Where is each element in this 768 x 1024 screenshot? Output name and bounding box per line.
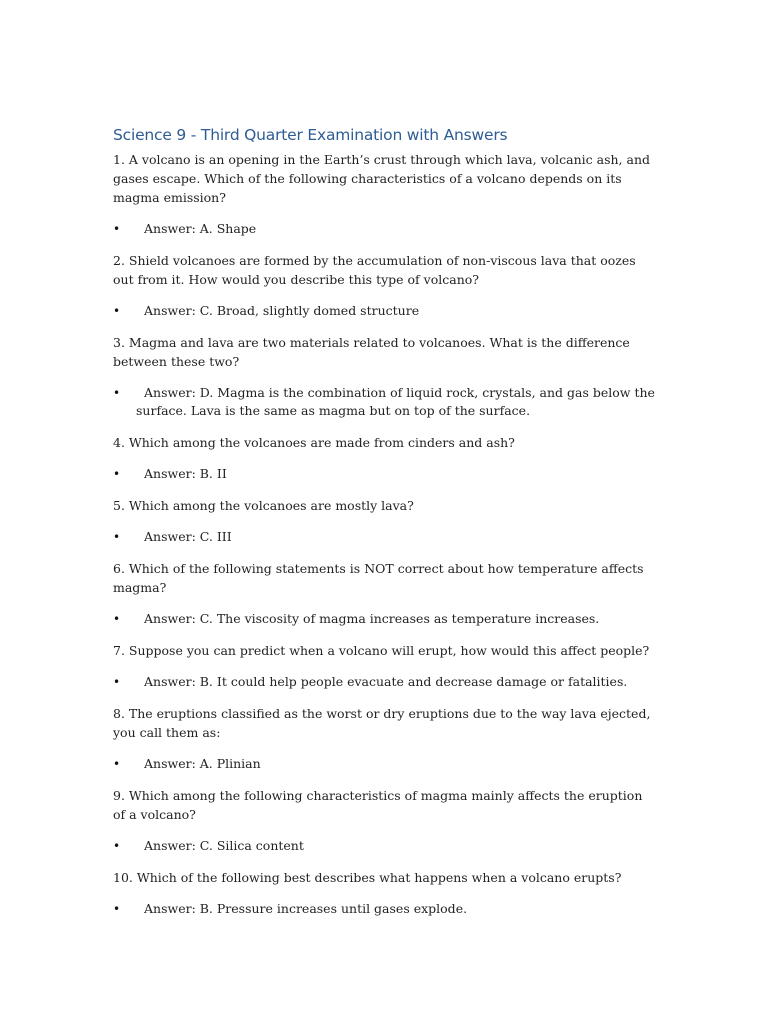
question-8: 8. The eruptions classified as the worst or dry eruptions due to the way lava ejected, you call them as: xyxy=(113,706,651,740)
bullet-icon: • xyxy=(113,675,121,689)
question-10: 10. Which of the following best describes what happens when a volcano erupts? xyxy=(113,870,622,885)
question-7: 7. Suppose you can predict when a volcano will erupt, how would this affect people? xyxy=(113,643,650,658)
question-3: 3. Magma and lava are two materials related to volcanoes. What is the difference between these two? xyxy=(113,335,630,369)
bullet-icon: • xyxy=(113,304,121,318)
answer-text: Answer: C. The viscosity of magma increases as temperature increases. xyxy=(144,611,600,626)
answer-4 xyxy=(113,465,658,483)
answer-6 xyxy=(113,610,658,628)
document-body xyxy=(113,124,658,931)
answer-text: Answer: C. Silica content xyxy=(144,838,304,853)
document-title: Science 9 - Third Quarter Examination with Answers xyxy=(113,126,508,144)
answer-2 xyxy=(113,302,658,320)
bullet-icon: • xyxy=(113,757,121,771)
question-5: 5. Which among the volcanoes are mostly lava? xyxy=(113,498,414,513)
answer-text: Answer: C. Broad, slightly domed structure xyxy=(144,303,420,318)
answer-10 xyxy=(113,900,658,918)
answer-text: Answer: B. Pressure increases until gases explode. xyxy=(144,901,468,916)
bullet-icon: • xyxy=(113,612,121,626)
question-1: 1. A volcano is an opening in the Earth’s crust through which lava, volcanic ash, and gases escape. Which of the following characteristics of a volcano depends on its magma emission? xyxy=(113,152,651,205)
bullet-icon: • xyxy=(113,222,121,236)
answer-text: Answer: B. It could help people evacuate and decrease damage or fatalities. xyxy=(144,674,628,689)
answer-text: Answer: A. Shape xyxy=(144,221,257,236)
answer-7 xyxy=(113,673,658,691)
answer-3 xyxy=(113,384,658,420)
question-6: 6. Which of the following statements is NOT correct about how temperature affects magma? xyxy=(113,561,644,595)
answer-1 xyxy=(113,220,658,238)
question-9: 9. Which among the following characteristics of magma mainly affects the eruption of a volcano? xyxy=(113,788,643,822)
answer-text: Answer: C. III xyxy=(144,529,232,544)
answer-text: Answer: A. Plinian xyxy=(144,756,261,771)
answer-5 xyxy=(113,528,658,546)
answer-9 xyxy=(113,837,658,855)
bullet-icon: • xyxy=(113,839,121,853)
bullet-icon: • xyxy=(113,902,121,916)
bullet-icon: • xyxy=(113,386,121,400)
bullet-icon: • xyxy=(113,530,121,544)
answer-text: Answer: B. II xyxy=(144,466,227,481)
bullet-icon: • xyxy=(113,467,121,481)
answer-text: Answer: D. Magma is the combination of liquid rock, crystals, and gas below the surface. Lava is the same as magma but on top of the surface. xyxy=(136,385,655,418)
answer-8 xyxy=(113,755,658,773)
question-2: 2. Shield volcanoes are formed by the accumulation of non-viscous lava that oozes out from it. How would you describe this type of volcano? xyxy=(113,253,636,287)
question-4: 4. Which among the volcanoes are made from cinders and ash? xyxy=(113,435,515,450)
